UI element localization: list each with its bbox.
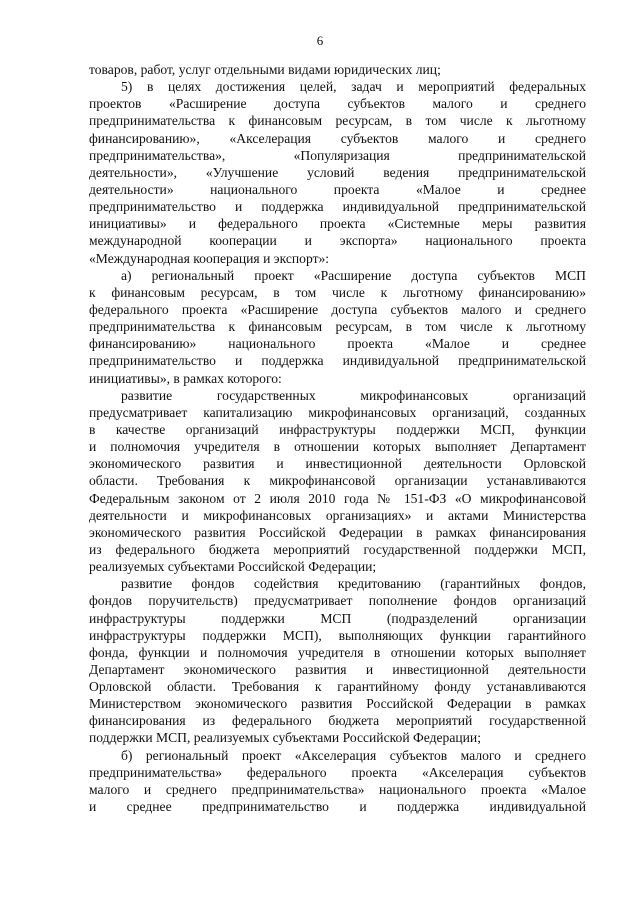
text-line: предпринимательства к финансовым ресурсам, в том числе к льготному [89,113,586,129]
text-line: предпринимательства» федерального проекта «Акселерация субъектов [89,764,586,780]
text-line: инициативы» и федерального проекта «Системные меры развития [89,216,586,232]
text-line: предусматривает капитализацию микрофинансовых организаций, созданных [89,404,586,420]
text-line: экономического развития Российской Федерации в рамках финансирования [89,524,586,540]
text-line: 5) в целях достижения целей, задач и мероприятий федеральных [121,79,586,95]
text-line: предпринимательства к финансовым ресурсам, в том числе к льготному [89,319,586,335]
text-line: области. Требования к микрофинансовой организации устанавливаются [89,473,586,489]
text-line: деятельности» национального проекта «Малое и среднее [89,181,586,197]
text-line: и полномочия учредителя в отношении которых выполняет Департамент [89,439,586,455]
text-line: фондов поручительств) предусматривает пополнение фондов организаций [89,593,586,609]
text-line: Департамент экономического развития и инвестиционной деятельности [89,661,586,677]
text-line: фонда, функции и полномочия учредителя в отношении которых выполняет [89,644,586,660]
text-line: малого и среднего предпринимательства» национального проекта «Малое [89,781,586,797]
text-line: в качестве организаций инфраструктуры поддержки МСП, функции [89,421,586,437]
text-line: к финансовым ресурсам, в том числе к льготному финансированию» [89,284,586,300]
text-line: предпринимательства», «Популяризация предпринимательской [89,147,586,163]
text-line: Федеральным законом от 2 июля 2010 года № 151-ФЗ «О микрофинансовой [89,490,586,506]
text-line: а) региональный проект «Расширение доступа субъектов МСП [121,267,586,283]
text-line: инициативы», в рамках которого: [89,370,282,386]
text-line: и среднее предпринимательство и поддержка индивидуальной [89,799,586,815]
text-line: товаров, работ, услуг отдельными видами юридических лиц; [89,62,441,77]
text-line: реализуемых субъектами Российской Федерации; [89,559,377,575]
text-line: Орловской области. Требования к гарантийному фонду устанавливаются [89,679,586,695]
text-line: проектов «Расширение доступа субъектов малого и среднего [89,96,586,112]
text-line: развитие фондов содействия кредитованию (гарантийных фондов, [121,576,586,592]
text-line: предпринимательство и поддержка индивидуальной предпринимательской [89,353,586,369]
text-line: из федерального бюджета мероприятий государственной поддержки МСП, [89,541,586,557]
text-line: деятельности», «Улучшение условий ведения предпринимательской [89,164,586,180]
text-line: развитие государственных микрофинансовых организаций [121,387,586,403]
text-line: международной кооперации и экспорта» национального проекта [89,233,586,249]
text-line: финансированию», «Акселерация субъектов малого и среднего [89,130,586,146]
text-line: б) региональный проект «Акселерация субъектов малого и среднего [121,747,586,763]
text-line: финансированию» национального проекта «Малое и среднее [89,336,586,352]
text-line: Министерством экономического развития Российской Федерации в рамках [89,696,586,712]
text-line: федерального проекта «Расширение доступа субъектов малого и среднего [89,301,586,317]
text-line: инфраструктуры поддержки МСП), выполняющих функции гарантийного [89,627,586,643]
document-body [89,61,586,815]
text-line: предпринимательство и поддержка индивидуальной предпринимательской [89,199,586,215]
text-line: экономического развития и инвестиционной деятельности Орловской [89,456,586,472]
text-line: финансирования из федерального бюджета мероприятий государственной [89,713,586,729]
text-line: деятельности и микрофинансовых организациях» и актами Министерства [89,507,586,523]
text-line: «Международная кооперация и экспорт»: [89,250,330,266]
text-line: поддержки МСП, реализуемых субъектами Российской Федерации; [89,730,481,746]
page-number: 6 [316,33,324,48]
text-line: инфраструктуры поддержки МСП (подразделений организации [89,610,586,626]
